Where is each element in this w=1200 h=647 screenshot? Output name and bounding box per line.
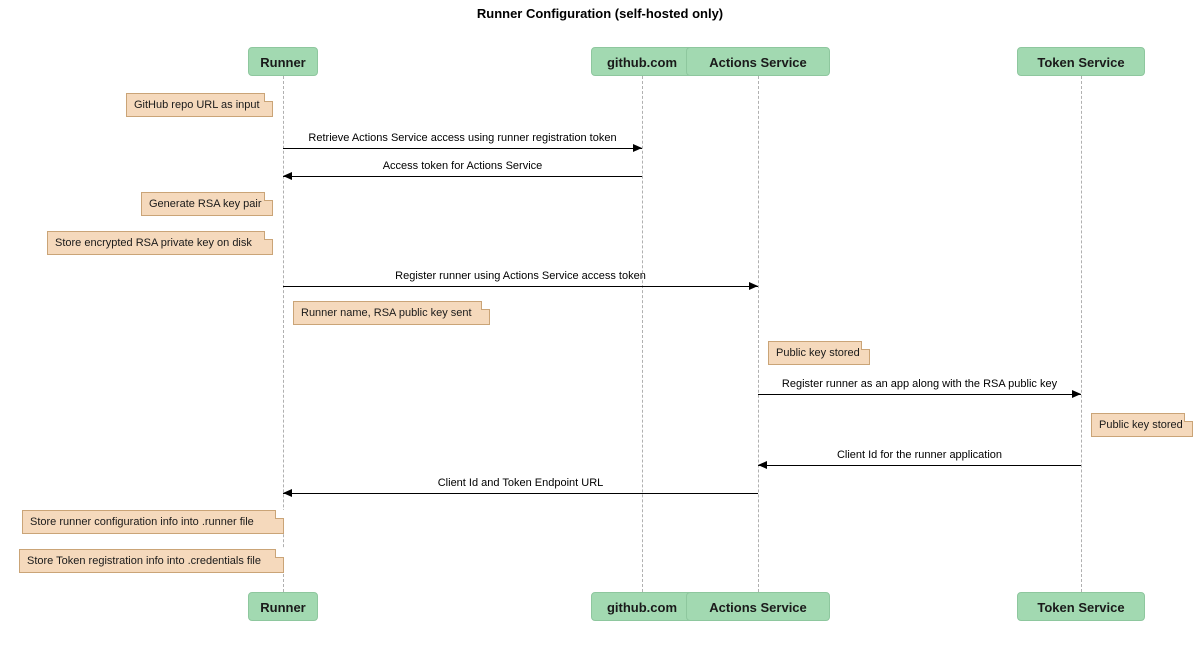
participant-token-service-top[interactable] xyxy=(1017,47,1144,76)
msg-access-token-line xyxy=(283,176,642,177)
note-github-repo-url xyxy=(126,93,273,117)
note-generate-rsa xyxy=(141,192,273,216)
participant-label: Runner xyxy=(260,600,306,615)
lifeline-actions-service xyxy=(758,76,759,592)
participant-github-com-top[interactable] xyxy=(591,47,694,76)
participant-runner-top[interactable] xyxy=(248,47,319,76)
participant-label: Actions Service xyxy=(709,55,807,70)
participant-token-service-bottom[interactable] xyxy=(1017,592,1144,621)
participant-github-com-bottom[interactable] xyxy=(591,592,694,621)
msg-client-id-arrowhead xyxy=(758,461,767,469)
note-text: Public key stored xyxy=(1099,419,1183,431)
msg-register-runner-app-line xyxy=(758,394,1081,395)
msg-retrieve-actions-access-arrowhead xyxy=(633,144,642,152)
note-text: Store encrypted RSA private key on disk xyxy=(55,237,252,249)
lifeline-github-com xyxy=(642,76,643,592)
msg-register-runner-app-arrowhead xyxy=(1072,390,1081,398)
participant-actions-service-top[interactable] xyxy=(686,47,830,76)
participant-label: github.com xyxy=(606,600,678,615)
note-text: Generate RSA key pair xyxy=(149,198,262,210)
msg-register-runner-line xyxy=(283,286,758,287)
diagram-title: Runner Configuration (self-hosted only) xyxy=(476,6,724,21)
participant-label: Actions Service xyxy=(709,600,807,615)
participant-label: Token Service xyxy=(1037,600,1125,615)
note-text: Public key stored xyxy=(776,347,860,359)
note-public-key-stored-actions xyxy=(768,341,870,365)
msg-client-id-token-endpoint-label: Client Id and Token Endpoint URL xyxy=(437,477,604,489)
msg-client-id-token-endpoint-arrowhead xyxy=(283,489,292,497)
note-text: Store runner configuration info into .runner file xyxy=(30,516,254,528)
msg-register-runner-label: Register runner using Actions Service access token xyxy=(395,270,646,282)
note-text: Store Token registration info into .credentials file xyxy=(27,555,261,567)
msg-retrieve-actions-access-label: Retrieve Actions Service access using runner registration token xyxy=(308,132,617,144)
participant-runner-bottom[interactable] xyxy=(248,592,319,621)
participant-label: Token Service xyxy=(1037,55,1125,70)
msg-access-token-arrowhead xyxy=(283,172,292,180)
note-store-private-key xyxy=(47,231,273,255)
msg-client-id-line xyxy=(758,465,1081,466)
note-store-token-registration xyxy=(19,549,284,573)
note-text: Runner name, RSA public key sent xyxy=(301,307,472,319)
note-public-key-stored-token xyxy=(1091,413,1193,437)
participant-actions-service-bottom[interactable] xyxy=(686,592,830,621)
msg-register-runner-arrowhead xyxy=(749,282,758,290)
note-text: GitHub repo URL as input xyxy=(134,99,260,111)
msg-access-token-label: Access token for Actions Service xyxy=(382,160,543,172)
note-store-runner-config xyxy=(22,510,284,534)
msg-register-runner-app-label: Register runner as an app along with the RSA public key xyxy=(781,378,1058,390)
lifeline-token-service xyxy=(1081,76,1082,592)
msg-client-id-label: Client Id for the runner application xyxy=(836,449,1003,461)
msg-retrieve-actions-access-line xyxy=(283,148,642,149)
note-runner-name-public-key xyxy=(293,301,490,325)
participant-label: Runner xyxy=(260,55,306,70)
participant-label: github.com xyxy=(606,55,678,70)
msg-client-id-token-endpoint-line xyxy=(283,493,758,494)
